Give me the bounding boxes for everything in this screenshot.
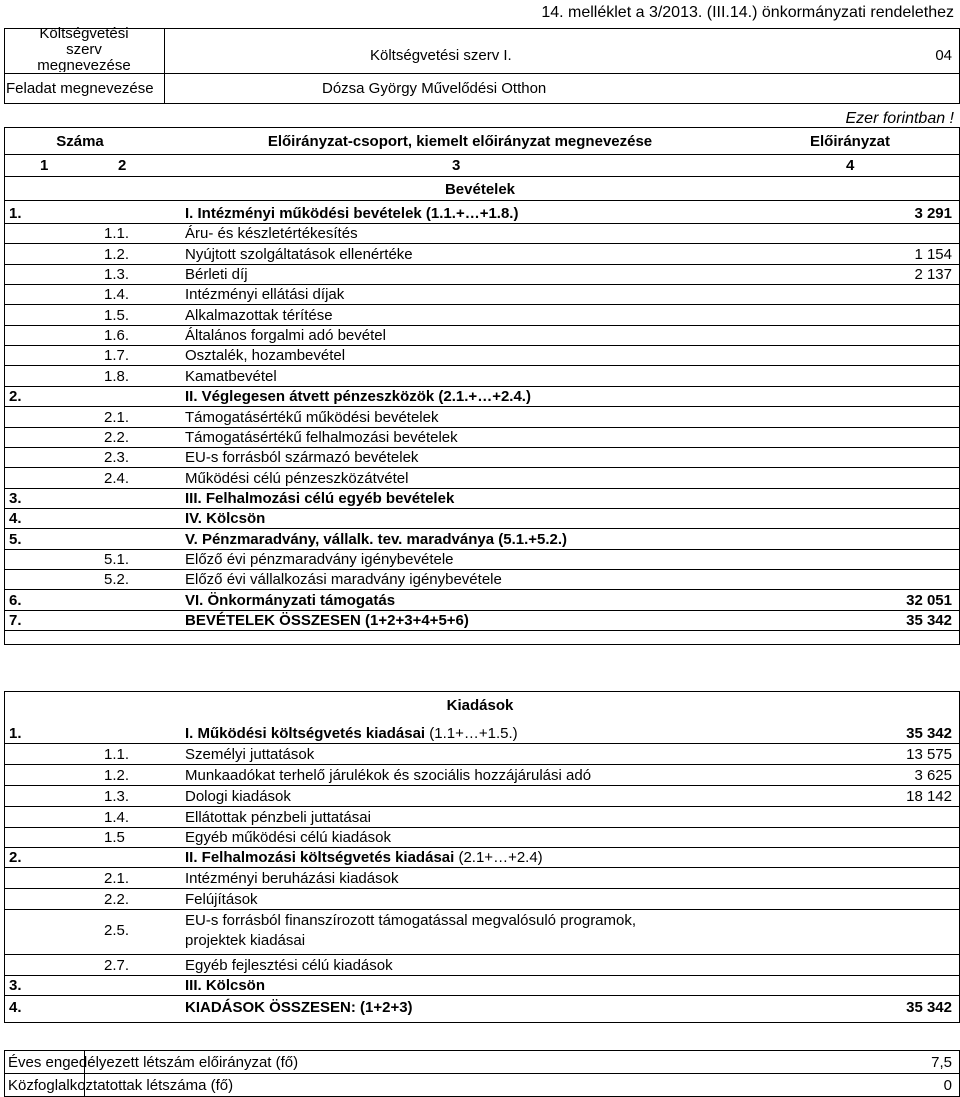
income-row	[0, 244, 960, 265]
row-label: BEVÉTELEK ÖSSZESEN (1+2+3+4+5+6)	[185, 612, 469, 629]
row-number: 4.	[9, 999, 22, 1016]
income-row	[0, 447, 960, 468]
col-name-header: Előirányzat-csoport, kiemelt előirányzat megnevezése	[267, 133, 653, 150]
expense-section-title: Kiadások	[446, 697, 514, 714]
row-label: III. Felhalmozási célú egyéb bevételek	[185, 490, 455, 507]
row-label: Bérleti díj	[185, 266, 248, 283]
row-label: Működési célú pénzeszközátvétel	[185, 470, 409, 487]
col-index-1: 1	[40, 157, 49, 174]
row-label-text: EU-s forrásból finanszírozott támogatással megvalósuló programok,	[185, 912, 637, 929]
income-row	[0, 569, 960, 590]
row-label: Támogatásértékű felhalmozási bevételek	[185, 429, 458, 446]
row-label: V. Pénzmaradvány, vállalk. tev. maradványa (5.1.+5.2.)	[185, 531, 568, 548]
row-number: 5.	[9, 531, 22, 548]
row-subnumber: 1.6.	[104, 327, 130, 344]
row-label-text: Ellátottak pénzbeli juttatásai	[185, 809, 371, 826]
row-label-text: Intézményi beruházási kiadások	[185, 870, 399, 887]
row-label: I. Intézményi működési bevételek (1.1.+…+1.8.)	[185, 205, 519, 222]
col-amount-header: Előirányzat	[809, 133, 891, 150]
row-subnumber: 2.2.	[104, 429, 130, 446]
row-subnumber: 2.2.	[104, 891, 130, 908]
row-label-bold: KIADÁSOK ÖSSZESEN: (1+2+3)	[185, 999, 413, 1016]
row-label	[185, 767, 591, 784]
row-label	[185, 788, 291, 805]
row-number: 3.	[9, 977, 22, 994]
row-label-text: (1.1+…+1.5.)	[425, 725, 518, 742]
row-label-text: Egyéb fejlesztési célú kiadások	[185, 957, 393, 974]
row-label: Nyújtott szolgáltatások ellenértéke	[185, 246, 413, 263]
row-number: 6.	[9, 592, 22, 609]
expense-row	[0, 765, 960, 786]
row-label: Áru- és készletértékesítés	[185, 225, 358, 242]
row-subnumber: 1.4.	[104, 286, 130, 303]
row-label-line2: projektek kiadásai	[185, 932, 306, 949]
income-row	[0, 325, 960, 346]
income-row	[0, 264, 960, 285]
row-label: Támogatásértékű működési bevételek	[185, 409, 439, 426]
row-label-bold: I. Működési költségvetés kiadásai	[185, 725, 426, 742]
row-label	[185, 912, 636, 929]
income-row	[0, 549, 960, 570]
row-subnumber: 1.7.	[104, 347, 130, 364]
org-label: Költségvetési szerv megnevezése	[37, 26, 131, 72]
expense-row	[0, 997, 960, 1018]
row-label	[185, 957, 393, 974]
row-rule	[4, 630, 960, 631]
income-row	[0, 223, 960, 244]
row-subnumber: 2.3.	[104, 449, 130, 466]
row-amount: 1 154	[914, 246, 952, 263]
staff-row	[0, 1052, 960, 1073]
row-label	[185, 809, 371, 826]
row-label	[185, 999, 413, 1016]
row-label: II. Véglegesen átvett pénzeszközök (2.1.+…+2.4.)	[185, 388, 531, 405]
income-row	[0, 203, 960, 224]
row-label: Alkalmazottak térítése	[185, 307, 333, 324]
org-name: Költségvetési szerv I.	[370, 47, 512, 64]
row-amount: 35 342	[906, 612, 952, 629]
col-index-2: 2	[118, 157, 127, 174]
income-row	[0, 407, 960, 428]
row-number: 2.	[9, 388, 22, 405]
org-code: 04	[935, 47, 952, 64]
row-number: 1.	[9, 725, 22, 742]
row-label: Intézményi ellátási díjak	[185, 286, 345, 303]
expense-row	[0, 786, 960, 807]
row-subnumber: 2.4.	[104, 470, 130, 487]
income-row	[0, 488, 960, 509]
expense-row	[0, 910, 960, 954]
expense-row	[0, 847, 960, 868]
row-label-bold: III. Kölcsön	[185, 977, 266, 994]
row-label-text: Személyi juttatások	[185, 746, 315, 763]
income-section-title: Bevételek	[444, 181, 516, 198]
row-label-text: Dologi kiadások	[185, 788, 291, 805]
row-subnumber: 1.3.	[104, 266, 130, 283]
annex-reference: 14. melléklet a 3/2013. (III.14.) önkormányzati rendelethez	[541, 4, 954, 21]
row-subnumber: 1.1.	[104, 225, 130, 242]
row-label	[185, 725, 518, 742]
row-subnumber: 1.8.	[104, 368, 130, 385]
expense-row	[0, 889, 960, 910]
row-subnumber: 1.2.	[104, 767, 130, 784]
row-label-text: Felújítások	[185, 891, 258, 908]
col-index-4: 4	[846, 157, 855, 174]
row-label-text: (2.1+…+2.4)	[454, 849, 543, 866]
row-subnumber: 1.1.	[104, 746, 130, 763]
row-label	[185, 746, 314, 763]
row-amount: 3 625	[914, 767, 952, 784]
staff-label: Közfoglalkoztatottak létszáma (fő)	[8, 1077, 234, 1094]
staff-value: 0	[943, 1077, 952, 1094]
row-label	[185, 849, 543, 866]
expense-row	[0, 955, 960, 976]
row-label: EU-s forrásból származó bevételek	[185, 449, 419, 466]
income-row	[0, 468, 960, 489]
row-label-bold: II. Felhalmozási költségvetés kiadásai	[185, 849, 455, 866]
row-subnumber: 2.1.	[104, 409, 130, 426]
staff-label: Éves engedélyezett létszám előirányzat (fő)	[8, 1054, 299, 1071]
row-subnumber: 2.5.	[104, 922, 130, 939]
row-subnumber: 1.5	[104, 829, 125, 846]
row-label	[185, 870, 398, 887]
expense-row	[0, 868, 960, 889]
row-subnumber: 5.1.	[104, 551, 130, 568]
expense-row	[0, 744, 960, 765]
currency-unit: Ezer forintban !	[845, 110, 954, 127]
row-label: Kamatbevétel	[185, 368, 277, 385]
row-subnumber: 1.5.	[104, 307, 130, 324]
row-label	[185, 891, 258, 908]
staff-value: 7,5	[931, 1054, 952, 1071]
row-subnumber: 2.1.	[104, 870, 130, 887]
income-row	[0, 508, 960, 529]
row-label-text: Egyéb működési célú kiadások	[185, 829, 391, 846]
staff-row	[0, 1075, 960, 1096]
income-row	[0, 345, 960, 366]
col-index-3: 3	[452, 157, 461, 174]
income-row	[0, 386, 960, 407]
row-label: VI. Önkormányzati támogatás	[185, 592, 396, 609]
row-amount: 18 142	[906, 788, 952, 805]
income-row	[0, 305, 960, 326]
row-number: 1.	[9, 205, 22, 222]
expense-row	[0, 807, 960, 828]
row-amount: 3 291	[914, 205, 952, 222]
expense-row	[0, 975, 960, 996]
row-label: Előző évi pénzmaradvány igénybevétele	[185, 551, 454, 568]
row-subnumber: 2.7.	[104, 957, 130, 974]
row-label	[185, 829, 391, 846]
row-amount: 13 575	[906, 746, 952, 763]
expense-row	[0, 827, 960, 848]
row-label: Előző évi vállalkozási maradvány igénybevétele	[185, 571, 502, 588]
row-number: 3.	[9, 490, 22, 507]
row-number: 2.	[9, 849, 22, 866]
row-label	[185, 977, 265, 994]
row-number: 7.	[9, 612, 22, 629]
row-subnumber: 1.4.	[104, 809, 130, 826]
row-amount: 32 051	[906, 592, 952, 609]
row-number: 4.	[9, 510, 22, 527]
task-label: Feladat megnevezése	[6, 80, 154, 97]
income-row	[0, 590, 960, 611]
expense-row	[0, 723, 960, 744]
income-row	[0, 529, 960, 550]
row-amount: 35 342	[906, 725, 952, 742]
task-name: Dózsa György Művelődési Otthon	[322, 80, 547, 97]
row-amount: 35 342	[906, 999, 952, 1016]
row-label: Általános forgalmi adó bevétel	[185, 327, 386, 344]
col-num-header: Száma	[56, 133, 104, 150]
row-label-text: Munkaadókat terhelő járulékok és szociális hozzájárulási adó	[185, 767, 592, 784]
income-row	[0, 427, 960, 448]
row-rule	[4, 995, 960, 996]
row-subnumber: 1.3.	[104, 788, 130, 805]
row-amount: 2 137	[914, 266, 952, 283]
income-row	[0, 284, 960, 305]
income-row	[0, 610, 960, 631]
row-label: IV. Kölcsön	[185, 510, 266, 527]
income-row	[0, 366, 960, 387]
row-subnumber: 1.2.	[104, 246, 130, 263]
row-subnumber: 5.2.	[104, 571, 130, 588]
row-label: Osztalék, hozambevétel	[185, 347, 346, 364]
